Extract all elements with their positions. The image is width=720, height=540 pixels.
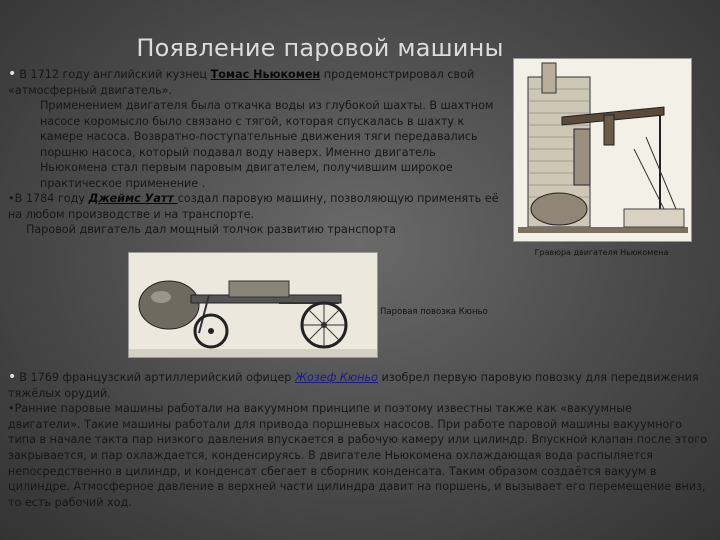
cugnot-steam-carriage-image: [128, 252, 378, 358]
engine-caption: Гравюра двигателя Ньюкомена: [534, 248, 669, 257]
link-cugnot[interactable]: Жозеф Кюньо: [294, 371, 378, 384]
top-text-block: [8, 67, 504, 238]
text-segment: В 1769 французский артиллерийский офицер: [19, 371, 295, 384]
slide-title: Появление паровой машины: [136, 34, 504, 62]
carriage-drawing: [129, 253, 377, 357]
link-newcomen[interactable]: Томас Ньюкомен: [210, 68, 321, 81]
paragraph-vacuum-engines: •Ранние паровые машины работали на вакуумном принципе и поэтому известны также как «вакуумные двигатели». Такие машины работали для привода поршневых насосов. При работе паровой машины вакуумного типа в начале такта пар низкого давления впускается в рабочую камеру или цилиндр. Впускной клапан после этого закрывается, и пар охлаждается, конденсируясь. В двигателе Ньюкомена охлаждающая вода распыляется непосредственно в цилиндр, и конденсат сбегает в сборник конденсата. Таким образом создаётся вакуум в цилиндре. Атмосферное давление в верхней части цилиндра давит на поршень, и вызывает его перемещение вниз, то есть рабочий ход.: [8, 402, 707, 509]
text-segment: изобрел первую паровую повозку для передвижения тяжёлых орудий.: [8, 371, 699, 400]
paragraph-cugnot: [8, 370, 708, 401]
bottom-text-block: [8, 370, 708, 510]
link-watt[interactable]: Джеймс Уатт: [88, 192, 178, 205]
bullet-icon: •: [8, 66, 17, 82]
paragraph-transport: Паровой двигатель дал мощный толчок развитию транспорта: [26, 223, 396, 236]
text-segment: •В 1784 году: [8, 192, 89, 205]
text-segment: продемонстрировал свой «атмосферный двигатель».: [8, 68, 475, 97]
paragraph-application: Применением двигателя была откачка воды из глубокой шахты. В шахтном насосе коромысло было связано с тягой, которая спускалась в шахту к камере насоса. Возвратно-поступательные движения тяги передавались поршню насоса, который подавал воду наверх. Именно двигатель Ньюкомена стал первым паровым двигателем, получившим широкое практическое применение .: [40, 99, 494, 190]
newcomen-engine-engraving: [513, 58, 692, 242]
engine-drawing: [514, 59, 691, 241]
paragraph-watt: [8, 191, 504, 222]
paragraph-newcomen: [8, 67, 504, 98]
bullet-icon: •: [8, 369, 17, 385]
text-segment: В 1712 году английский кузнец: [19, 68, 211, 81]
text-segment: создал паровую машину, позволяющую применять её на любом производстве и на транспорте.: [8, 192, 499, 221]
carriage-caption: Паровая повозка Кюньо: [380, 307, 488, 317]
